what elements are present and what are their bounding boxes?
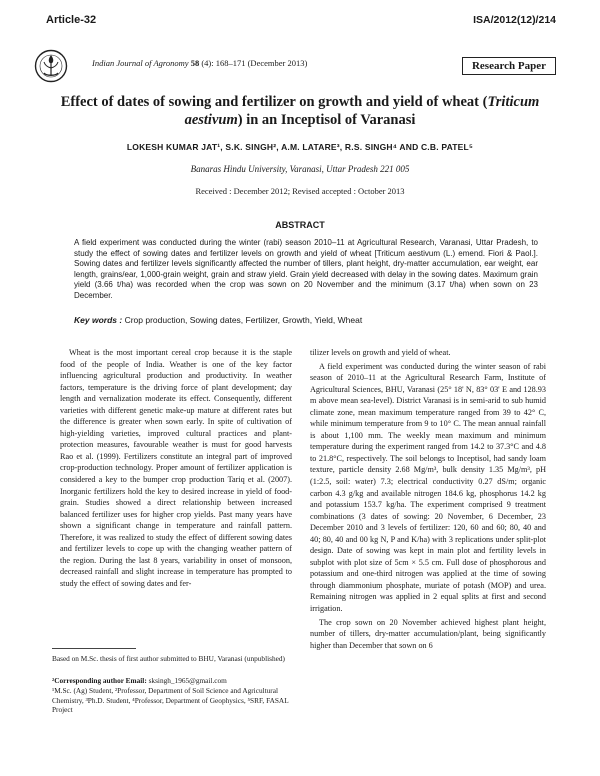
title-rest: ) in an Inceptisol of Varanasi (237, 112, 416, 128)
article-type-badge: Research Paper (462, 57, 556, 75)
journal-citation (92, 58, 307, 68)
footnote-divider (52, 648, 136, 649)
footnote-affiliations: ¹M.Sc. (Ag) Student, ²Professor, Department of Soil Science and Agricultural Chemistry, ³Ph.D. Student, ⁴Professor, Department of Geophysics, ⁵SRF, FASAL Project (52, 686, 289, 715)
keywords-label: Key words : (74, 315, 123, 325)
abstract-text: A field experiment was conducted during the winter (rabi) season 2010–11 at Agricultural Research, Varanasi, Uttar Pradesh, to study the effect of sowing dates and fertilizer levels on growth and yield of wheat [Triticum aestivum (L.) emend. Fiori & Paol.]. Sowing dates and fertilizer levels significantly affected the number of tillers, plant height, dry-matter accumulation, ear weight, ear length, grains/ear, 1,000-grain weight, grain and straw yield. Grain yield decreased with delay in the sowing dates. Maximum grain yield (3.66 t/ha) was recorded when the crop was sown on 20 November and the minimum (3.17 t/ha) when sown on 23 December. (74, 238, 538, 300)
corresponding-email[interactable]: sksingh_1965@gmail.com (148, 676, 227, 685)
abstract-heading: ABSTRACT (275, 220, 325, 230)
author-list: LOKESH KUMAR JAT¹, S.K. SINGH², A.M. LATARE³, R.S. SINGH⁴ AND C.B. PATEL⁵ (126, 142, 474, 152)
title-main: Effect of dates of sowing and fertilizer on growth and yield of wheat ( (60, 94, 488, 110)
article-number: Article-32 (46, 14, 97, 26)
body-column-right (310, 347, 546, 653)
keywords (74, 315, 544, 325)
title-species: Triticum aestivum (184, 94, 540, 128)
paper-title (55, 93, 545, 129)
journal-name: Indian Journal of Agronomy (92, 58, 189, 68)
body-paragraph: tilizer levels on growth and yield of wheat. (310, 348, 451, 357)
footnote-corresponding (52, 676, 292, 686)
body-paragraph: A field experiment was conducted during the winter season of rabi season of 2010–11 at the Agricultural Research Farm, Institute of Agricultural Sciences, BHU, Varanasi (25° 18' N, 83° 03' E and 128.93 m above mean sea-level). District Varanasi is in semi-arid to sub humid climate zone, mean maximum temperature ranged from 39 to 42° C, while minimum temperature from 9 to 10° C. The mean annual rainfall is about 1,100 mm. The weekly mean maximum and minimum temperature during the experiment ranged from 14.2 to 37.3°C and 4.8 to 21.8°C, respectively. The soil belongs to Inceptisol, had sandy loam texture, particle density 2.68 Mg/m³, bulk density 1.35 Mg/m³, pH (1:2.5, soil: water) 7.3; electrical conductivity 0.27 dS/m; organic carbon 4.3 g/kg and available nitrogen 184.6 kg, phosphorus 14.2 kg and potassium 153.7 kg/ha. The experiment comprised 9 treatment combinations (3 dates of sowing: 20 November, 6 December, 23 December 2010 and 3 levels of fertilizer: 120, 60 and 60; 80, 40 and 40; 80, 40 and 00 kg N, P and K/ha) with 3 replications under split-plot design. Date of sowing was kept in main plot and fertility levels in subplot with plot size of 5cm × 5.5 cm. Full dose of phosphorous and potassium and one-third nitrogen was applied at the time of sowing through diammonium phosphate, muriate of potash (MOP) and urea. Remaining nitrogen was applied in 2 equal splits at first and second irrigation. (310, 361, 546, 614)
received-dates: Received : December 2012; Revised accepted : October 2013 (195, 186, 405, 196)
corresponding-label: ²Corresponding author Email: (52, 676, 147, 685)
isa-code: ISA/2012(12)/214 (473, 14, 556, 26)
body-column-left: Wheat is the most important cereal crop because it is the staple food of the people of India. Weather is one of the key factor influencing agricultural production and productivity. In weather factors, temperature is the driving force of plant development; day length and vernalization moderate its effect. Consequently, different varieties with different genetic make-up mature at different rates but the difference is greater when sown early. In spite of cultivation of high-yielding varieties, improved cultural practices and plant-protection measures, favourable weather is must for good harvests Rao et al. (1999). Fertilizers constitute an integral part of improved crop-production technology. Proper amount of fertilizer application is considered a key to the bumper crop production Tariq et al. (2007). Inorganic fertilizers hold the key to desired increase in yield of food-grain. Studies showed a direct relationship between increased balanced fertilizer uses for higher crop yields. Past many years have shown a significant change in temperature and rainfall pattern. Therefore, it was realized to study the effect of different sowing dates and fertilizer levels to cope up with the changing weather pattern of the region. During the last 8 years, variability in onset of monsoon, decreased rainfall and slight increase in temperature has prompted to study the effect of sowing dates and fer- (60, 348, 292, 588)
society-logo-icon (34, 49, 68, 83)
affiliation: Banaras Hindu University, Varanasi, Uttar Pradesh 221 005 (190, 164, 410, 174)
body-paragraph: The crop sown on 20 November achieved highest plant height, number of tillers, dry-matter accumulation/plant, being significantly higher than December that sown on 6 (310, 617, 546, 650)
journal-issue-pages: (4): 168–171 (December 2013) (201, 58, 308, 68)
keywords-text: Crop production, Sowing dates, Fertilizer, Growth, Yield, Wheat (124, 315, 363, 325)
footnote-basis: Based on M.Sc. thesis of first author submitted to BHU, Varanasi (unpublished) (52, 654, 285, 663)
journal-volume: 58 (190, 58, 200, 68)
